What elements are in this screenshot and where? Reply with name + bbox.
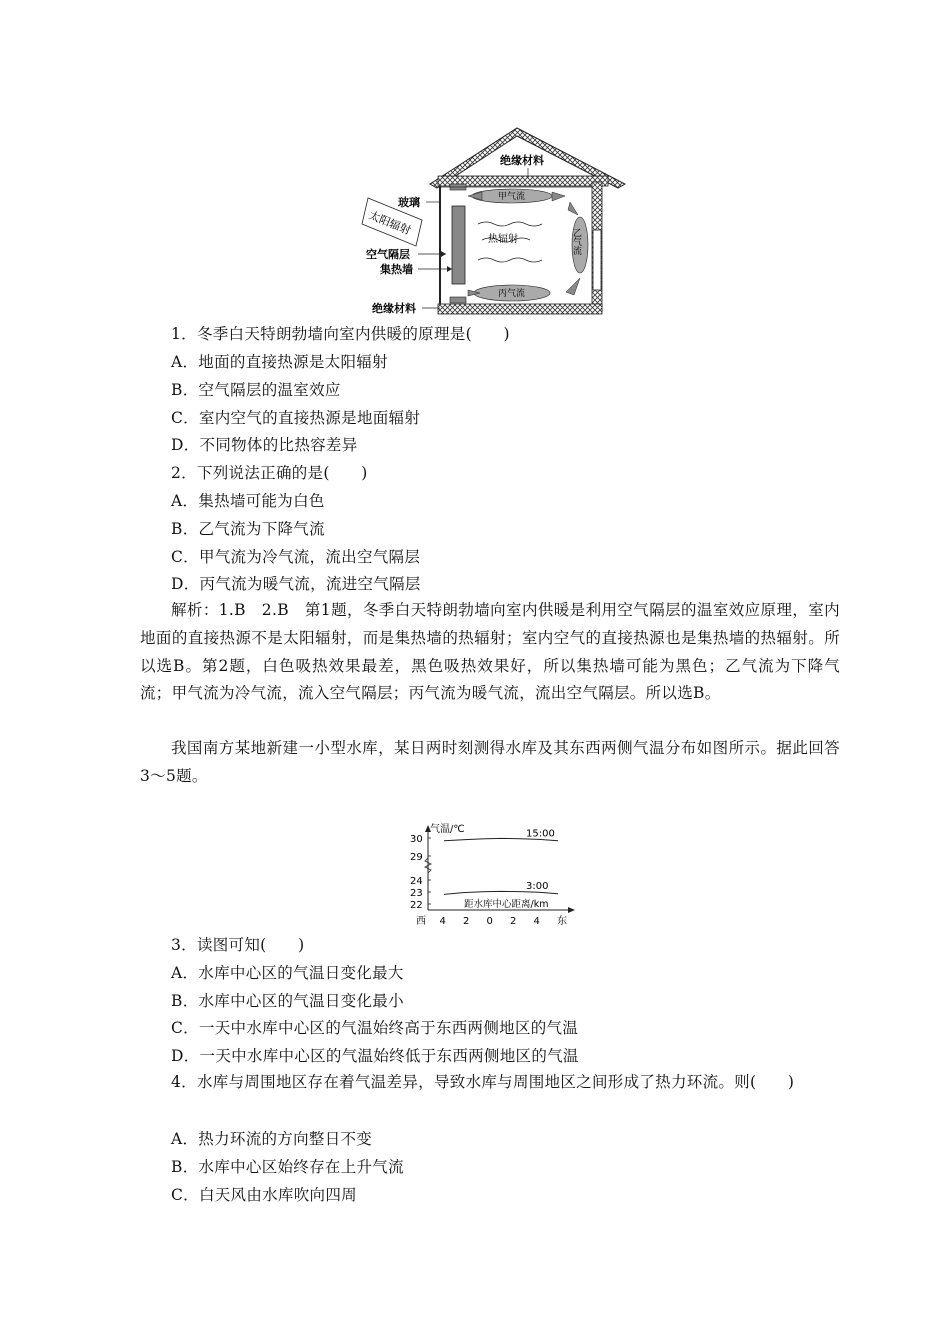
y-tick-label: 29 (410, 852, 423, 863)
y-tick-label: 23 (410, 888, 423, 899)
q4-option-c: C．白天风由水库吹向四周 (171, 1186, 357, 1204)
q1-option-c: C．室内空气的直接热源是地面辐射 (171, 409, 421, 427)
q4-stem: 4．水库与周围地区存在着气温差异，导致水库与周围地区之间形成了热力环流。则( ) (171, 1073, 795, 1091)
collector-bottom-block (450, 297, 466, 303)
label-insulation-bottom: 绝缘材料 (372, 302, 416, 315)
q4-option-a: A．热力环流的方向整日不变 (171, 1130, 373, 1148)
label-insulation-top: 绝缘材料 (500, 154, 544, 167)
y-tick-label: 24 (410, 876, 423, 887)
q1-option-b: B．空气隔层的温室效应 (171, 381, 341, 399)
q3-option-b: B．水库中心区的气温日变化最小 (171, 992, 404, 1010)
q1-stem: 1．冬季白天特朗勃墙向室内供暖的原理是( ) (171, 325, 510, 343)
intro-paragraph: 我国南方某地新建一小型水库，某日两时刻测得水库及其东西两侧气温分布如图所示。据此回答3～5题。 (140, 739, 840, 785)
label-flow-c: 丙气流 (498, 289, 526, 299)
label-glass: 玻璃 (398, 196, 420, 209)
x-tick-label: 东 (557, 916, 567, 927)
q1-option-d: D．不同物体的比热容差异 (171, 436, 358, 454)
collector-wall (452, 206, 465, 284)
trombe-wall-diagram (360, 120, 632, 318)
label-air-layer: 空气隔层 (366, 248, 410, 261)
series-label: 15:00 (526, 828, 555, 840)
y-tick-label: 22 (410, 900, 423, 911)
right-window (593, 230, 601, 290)
label-heat-radiation: 热辐射 (488, 234, 518, 245)
label-collector-wall: 集热墙 (380, 263, 413, 276)
x-axis-label: 距水库中心距离/km (464, 899, 549, 910)
q2-option-d: D．丙气流为暖气流，流进空气隔层 (171, 575, 421, 593)
q2-stem: 2．下列说法正确的是( ) (171, 464, 368, 482)
label-flow-b: 乙气流 (571, 228, 581, 255)
q2-option-c: C．甲气流为冷气流，流出空气隔层 (171, 548, 421, 566)
q2-option-a: A．集热墙可能为白色 (171, 492, 325, 510)
q3-option-a: A．水库中心区的气温日变化最大 (171, 964, 404, 982)
label-solar: 太阳辐射 (366, 208, 413, 238)
x-tick-label: 4 (439, 916, 446, 927)
y-tick-label: 30 (410, 834, 423, 845)
label-flow-a: 甲气流 (498, 192, 526, 202)
x-tick-label: 4 (533, 916, 540, 927)
series-label: 3:00 (526, 881, 549, 893)
q3-option-d: D．一天中水库中心区的气温始终低于东西两侧地区的气温 (171, 1047, 579, 1065)
x-tick-label: 西 (416, 916, 426, 927)
x-tick-label: 2 (463, 916, 470, 927)
temperature-chart (408, 822, 578, 930)
q3-stem: 3．读图可知( ) (171, 936, 305, 954)
q3-option-c: C．一天中水库中心区的气温始终高于东西两侧地区的气温 (171, 1019, 579, 1037)
analysis-paragraph: 解析：1.B 2.B 第1题，冬季白天特朗勃墙向室内供暖是利用空气隔层的温室效应原理，室内地面的直接热源不是太阳辐射，而是集热墙的热辐射；室内空气的直接热源也是集热墙的热辐射。所以选B。第2题，白色吸热效果最差，黑色吸热效果好，所以集热墙可能为黑色；乙气流为下降气流；甲气流为冷气流，流入空气隔层；丙气流为暖气流，流出空气隔层。所以选B。 (140, 601, 840, 703)
x-tick-label: 2 (510, 916, 517, 927)
floor (438, 304, 602, 314)
q4-option-b: B．水库中心区始终存在上升气流 (171, 1158, 404, 1176)
q2-option-b: B．乙气流为下降气流 (171, 520, 325, 538)
q1-option-a: A．地面的直接热源是太阳辐射 (171, 353, 388, 371)
y-axis-label: 气温/℃ (430, 824, 465, 835)
x-tick-label: 0 (486, 916, 493, 927)
